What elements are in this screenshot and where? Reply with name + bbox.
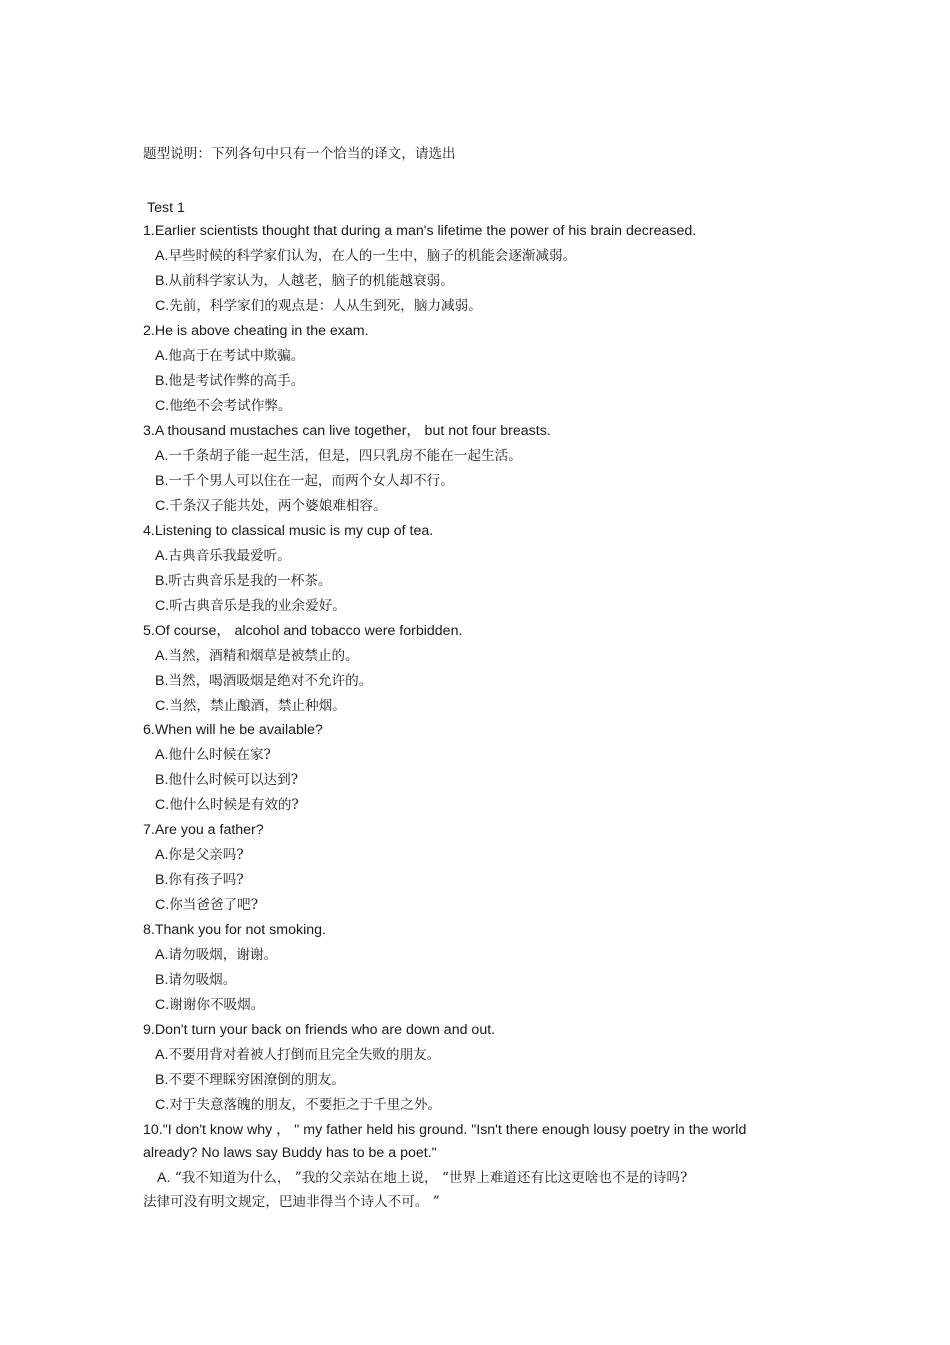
question-4-option-c <box>155 597 346 615</box>
option-text: 古典音乐我最爱听。 <box>168 548 291 564</box>
option-letter: C. <box>155 1097 170 1113</box>
option-letter: B. <box>155 1072 169 1088</box>
question-6-option-b <box>155 771 298 789</box>
option-text: 早些时候的科学家们认为，在人的一生中，脑子的机能会逐渐减弱。 <box>168 248 577 264</box>
question-1: 1.Earlier scientists thought that during a man's lifetime the power of his brain decreased. <box>143 223 697 239</box>
option-letter: C. <box>155 298 170 314</box>
question-1-option-b <box>155 272 454 290</box>
question-6-option-c <box>155 796 299 814</box>
question-2-option-b <box>155 372 304 390</box>
option-letter: B. <box>155 872 169 888</box>
option-letter: B. <box>155 573 169 589</box>
question-4-option-b <box>155 572 332 590</box>
option-text: 他是考试作弊的高手。 <box>168 373 305 389</box>
option-text: 不要不理睬穷困潦倒的朋友。 <box>168 1072 346 1088</box>
option-text: 一千个男人可以住在一起，而两个女人却不行。 <box>168 473 454 489</box>
instruction: 题型说明：下列各句中只有一个恰当的译文，请选出 <box>143 146 456 162</box>
question-2: 2.He is above cheating in the exam. <box>143 323 369 339</box>
option-text: 你是父亲吗? <box>168 847 244 863</box>
question-3-option-c <box>155 497 387 515</box>
question-8: 8.Thank you for not smoking. <box>143 922 326 938</box>
option-text: 他绝不会考试作弊。 <box>169 398 292 414</box>
option-letter: A. <box>155 548 169 564</box>
option-letter: A. <box>155 1047 169 1063</box>
question-6: 6.When will he be available? <box>143 722 323 738</box>
question-6-option-a <box>155 746 271 764</box>
question-8-option-b <box>155 971 236 989</box>
option-text: 请勿吸烟。 <box>168 972 237 988</box>
option-letter: A. <box>155 747 169 763</box>
option-text: 对于失意落魄的朋友，不要拒之于千里之外。 <box>169 1097 442 1113</box>
question-8-option-a <box>155 946 277 964</box>
option-text: 一千条胡子能一起生活，但是，四只乳房不能在一起生活。 <box>168 448 522 464</box>
option-letter: A. <box>155 648 169 664</box>
question-7-option-c <box>155 896 258 914</box>
question-4: 4.Listening to classical music is my cup of tea. <box>143 523 434 539</box>
option-text: 不要用背对着被人打倒而且完全失败的朋友。 <box>168 1047 441 1063</box>
option-letter: C. <box>155 897 170 913</box>
option-letter: A. <box>155 448 169 464</box>
option-text: 他高于在考试中欺骗。 <box>168 348 305 364</box>
option-text: 请勿吸烟，谢谢。 <box>168 947 278 963</box>
question-5-option-c <box>155 697 346 715</box>
question-3-option-a <box>155 447 522 465</box>
option-text: 当然，喝酒吸烟是绝对不允许的。 <box>168 673 373 689</box>
option-text: 当然，禁止酿酒，禁止种烟。 <box>169 698 346 714</box>
option-letter: C. <box>155 797 170 813</box>
option-letter: C. <box>155 997 170 1013</box>
option-letter: C. <box>155 398 170 414</box>
option-letter: B. <box>155 673 169 689</box>
question-9-option-b <box>155 1071 345 1089</box>
question-9-option-c <box>155 1096 441 1114</box>
question-2-option-a <box>155 347 304 365</box>
option-letter: A. <box>155 847 169 863</box>
test-title: Test 1 <box>147 200 185 216</box>
q10-option-a <box>157 1169 687 1187</box>
question-1-option-c <box>155 297 482 315</box>
q10-option-a-letter: A. <box>157 1170 171 1186</box>
option-letter: B. <box>155 972 169 988</box>
option-text: 先前，科学家们的观点是：人从生到死，脑力减弱。 <box>169 298 482 314</box>
option-text: 听古典音乐是我的一杯茶。 <box>168 573 332 589</box>
question-9: 9.Don't turn your back on friends who are down and out. <box>143 1022 496 1038</box>
option-letter: B. <box>155 772 169 788</box>
option-text: 他什么时候可以达到? <box>168 772 299 788</box>
q10-option-a-line2: 法律可没有明文规定，巴迪非得当个诗人不可。 ” <box>143 1194 440 1210</box>
option-letter: A. <box>155 947 169 963</box>
option-text: 他什么时候是有效的? <box>169 797 299 813</box>
question-5-option-b <box>155 672 372 690</box>
question-9-option-a <box>155 1046 440 1064</box>
question-7-option-b <box>155 871 244 889</box>
option-text: 千条汉子能共处，两个婆娘难相容。 <box>169 498 387 514</box>
question-2-option-c <box>155 397 292 415</box>
option-text: 你当爸爸了吧? <box>169 897 259 913</box>
option-text: 谢谢你不吸烟。 <box>169 997 265 1013</box>
option-letter: C. <box>155 598 170 614</box>
question-5: 5.Of course， alcohol and tobacco were forbidden. <box>143 623 463 639</box>
option-letter: B. <box>155 473 169 489</box>
option-letter: C. <box>155 698 170 714</box>
q10-option-a-line1: “我不知道为什么， ”我的父亲站在地上说， “世界上难道还有比这更啥也不是的诗吗? <box>174 1170 688 1186</box>
question-3: 3.A thousand mustaches can live together， but not four breasts. <box>143 423 551 439</box>
question-7-option-a <box>155 846 244 864</box>
question-10: 10."I don't know why ， " my father held his ground. "Isn't there enough lousy poetry in the world already? No laws say Buddy has to be a poet." <box>143 1122 747 1161</box>
option-letter: C. <box>155 498 170 514</box>
option-text: 听古典音乐是我的业余爱好。 <box>169 598 346 614</box>
option-text: 他什么时候在家? <box>168 747 271 763</box>
question-3-option-b <box>155 472 454 490</box>
option-letter: A. <box>155 248 169 264</box>
option-text: 你有孩子吗? <box>168 872 244 888</box>
question-1-option-a <box>155 247 576 265</box>
option-text: 当然，酒精和烟草是被禁止的。 <box>168 648 359 664</box>
question-7: 7.Are you a father? <box>143 822 264 838</box>
question-4-option-a <box>155 547 291 565</box>
question-8-option-c <box>155 996 264 1014</box>
option-letter: B. <box>155 273 169 289</box>
question-5-option-a <box>155 647 359 665</box>
option-text: 从前科学家认为，人越老，脑子的机能越衰弱。 <box>168 273 454 289</box>
option-letter: A. <box>155 348 169 364</box>
option-letter: B. <box>155 373 169 389</box>
